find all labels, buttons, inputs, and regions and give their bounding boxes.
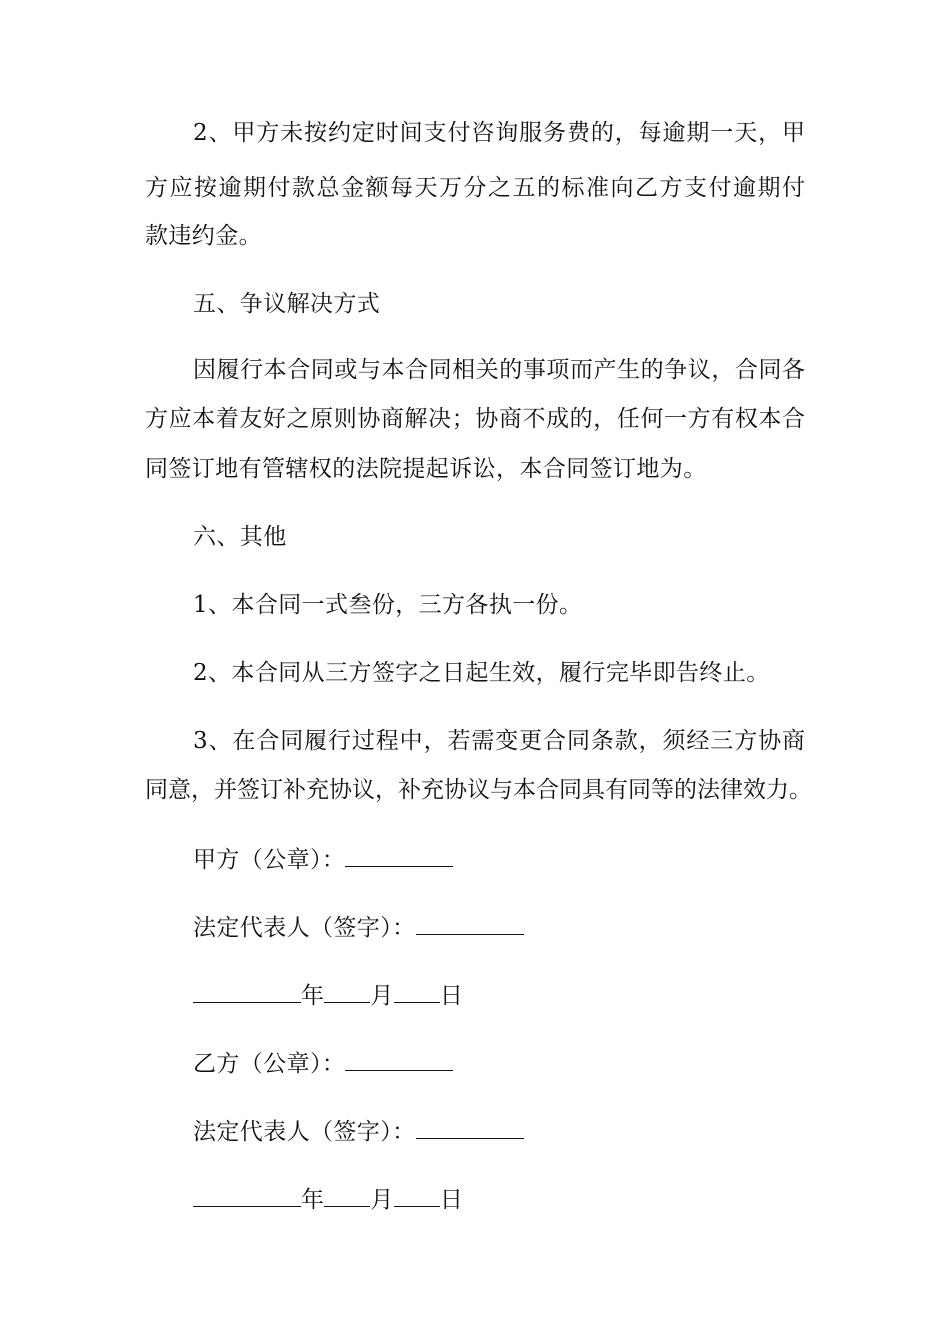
party-b-rep-line <box>193 1116 524 1147</box>
party-a-year-blank <box>193 980 301 1003</box>
clause5-body-line1: 因履行本合同或与本合同相关的事项而产生的争议，合同各 <box>193 357 805 383</box>
party-b-day-blank <box>394 1184 440 1207</box>
party-a-seal-line <box>193 844 453 875</box>
party-a-day-blank <box>394 980 440 1003</box>
party-a-rep-label: 法定代表人（签字）： <box>193 915 416 941</box>
clause4-item2-line1: 2、甲方未按约定时间支付咨询服务费的，每逾期一天，甲 <box>193 120 805 146</box>
party-b-seal-blank <box>345 1048 453 1071</box>
clause6-item3-line1: 3、在合同履行过程中，若需变更合同条款，须经三方协商 <box>193 728 805 754</box>
party-b-rep-label: 法定代表人（签字）： <box>193 1119 416 1145</box>
day-label: 日 <box>439 983 464 1009</box>
party-b-year-blank <box>193 1184 301 1207</box>
year-label: 年 <box>301 1187 325 1213</box>
party-a-rep-line <box>193 912 524 943</box>
year-label: 年 <box>301 983 325 1009</box>
party-b-date-line <box>193 1184 463 1215</box>
party-b-month-blank <box>324 1184 370 1207</box>
clause6-item1: 1、本合同一式叁份，三方各执一份。 <box>193 592 583 618</box>
party-a-label: 甲方（公章）： <box>193 847 346 873</box>
month-label: 月 <box>370 1187 394 1213</box>
clause6-item3-line2: 同意，并签订补充协议，补充协议与本合同具有同等的法律效力。 <box>145 777 812 803</box>
party-b-label: 乙方（公章）： <box>193 1051 346 1077</box>
clause4-item2-line3: 款违约金。 <box>145 223 262 249</box>
month-label: 月 <box>370 983 394 1009</box>
party-a-rep-blank <box>416 912 524 935</box>
clause5-body-line2: 方应本着友好之原则协商解决；协商不成的，任何一方有权本合 <box>145 406 805 432</box>
clause6-item2: 2、本合同从三方签字之日起生效，履行完毕即告终止。 <box>193 660 770 686</box>
party-a-month-blank <box>324 980 370 1003</box>
clause5-heading: 五、争议解决方式 <box>193 291 381 317</box>
clause5-body-line3: 同签订地有管辖权的法院提起诉讼，本合同签订地为。 <box>145 456 707 482</box>
party-a-date-line <box>193 980 463 1011</box>
day-label: 日 <box>439 1187 464 1213</box>
clause6-heading: 六、其他 <box>193 524 287 550</box>
clause4-item2-line2: 方应按逾期付款总金额每天万分之五的标准向乙方支付逾期付 <box>145 175 805 201</box>
party-b-rep-blank <box>416 1116 524 1139</box>
party-a-seal-blank <box>345 844 453 867</box>
party-b-seal-line <box>193 1048 453 1079</box>
